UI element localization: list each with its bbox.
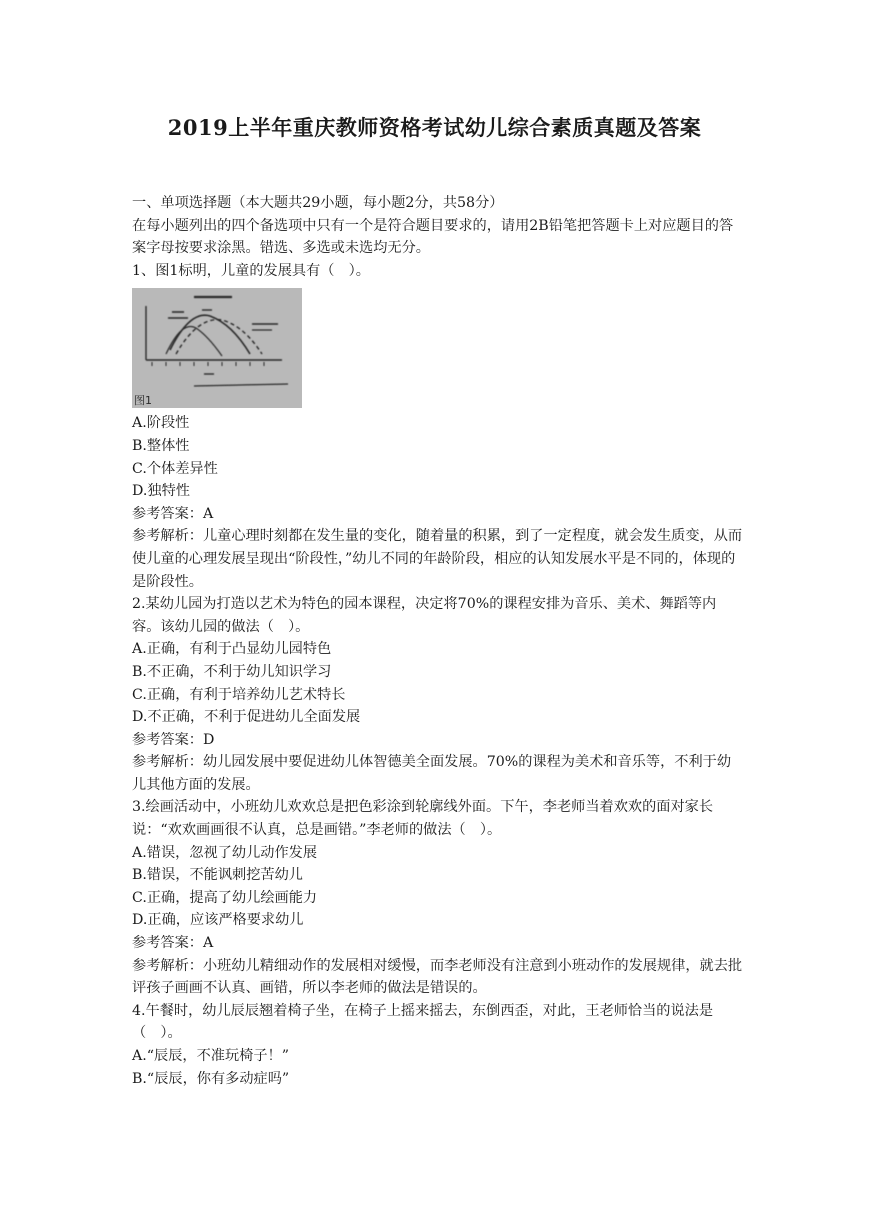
question-2-analysis: 参考解析：幼儿园发展中要促进幼儿体智德美全面发展。70%的课程为美术和音乐等，不利于幼儿其他方面的发展。 — [132, 754, 732, 793]
question-4-stem: 4.午餐时，幼儿辰辰翘着椅子坐，在椅子上摇来摇去，东倒西歪，对此，王老师恰当的说法是（ ）。 — [132, 1002, 714, 1042]
figure-1-developmental-curves — [132, 288, 302, 408]
question-2-option-c: C.正确，有利于培养幼儿艺术特长 — [132, 686, 346, 703]
question-2-option-d: D.不正确，不利于促进幼儿全面发展 — [132, 709, 361, 726]
document-body — [132, 192, 744, 1090]
question-2-stem: 2.某幼儿园为打造以艺术为特色的园本课程，决定将70%的课程安排为音乐、美术、舞蹈等内容。该幼儿园的做法（ ）。 — [132, 596, 717, 635]
page-title: 2019上半年重庆教师资格考试幼儿综合素质真题及答案 — [167, 115, 702, 140]
question-1-option-b: B.整体性 — [132, 437, 190, 454]
question-3-answer: 参考答案：A — [132, 935, 214, 952]
section-instructions: 在每小题列出的四个备选项中只有一个是符合题目要求的，请用2B铅笔把答题卡上对应题目的答案字母按要求涂黑。错选、多选或未选均无分。 — [132, 217, 734, 257]
question-4-option-a: A.“辰辰，不准玩椅子！” — [132, 1048, 289, 1064]
question-3-analysis: 参考解析：小班幼儿精细动作的发展相对缓慢，而李老师没有注意到小班动作的发展规律，就去批评孩子画画不认真、画错，所以李老师的做法是错误的。 — [132, 957, 743, 997]
question-3-option-c: C.正确，提高了幼儿绘画能力 — [132, 889, 318, 906]
question-1-option-d: D.独特性 — [132, 483, 190, 500]
question-2-option-b: B.不正确，不利于幼儿知识学习 — [132, 663, 332, 680]
question-3-stem: 3.绘画活动中，小班幼儿欢欢总是把色彩涂到轮廓线外面。下午，李老师当着欢欢的面对家长说：“欢欢画画很不认真，总是画错。”李老师的做法（ ）。 — [132, 799, 714, 839]
question-1-answer: 参考答案：A — [132, 505, 214, 522]
question-3-option-b: B.错误，不能讽刺挖苦幼儿 — [132, 867, 303, 884]
figure-1-caption: 图1 — [134, 394, 152, 408]
question-3-option-a: A.错误，忽视了幼儿动作发展 — [132, 844, 318, 861]
question-2-option-a: A.正确，有利于凸显幼儿园特色 — [132, 641, 332, 658]
question-1-stem: 1、图1标明，儿童的发展具有（ ）。 — [132, 262, 370, 279]
question-1-analysis: 参考解析：儿童心理时刻都在发生量的变化，随着量的积累，到了一定程度，就会发生质变，从而使儿童的心理发展呈现出“阶段性，”幼儿不同的年龄阶段，相应的认知发展水平是不同的，体现的是阶段性。 — [132, 528, 743, 590]
section-heading: 一、单项选择题（本大题共29小题，每小题2分，共58分） — [132, 195, 504, 211]
question-1-option-c: C.个体差异性 — [132, 460, 218, 477]
question-2-answer: 参考答案：D — [132, 731, 215, 748]
question-3-option-d: D.正确，应该严格要求幼儿 — [132, 912, 304, 929]
question-1-option-a: A.阶段性 — [132, 415, 190, 432]
question-4-option-b: B.“辰辰，你有多动症吗” — [132, 1070, 290, 1087]
